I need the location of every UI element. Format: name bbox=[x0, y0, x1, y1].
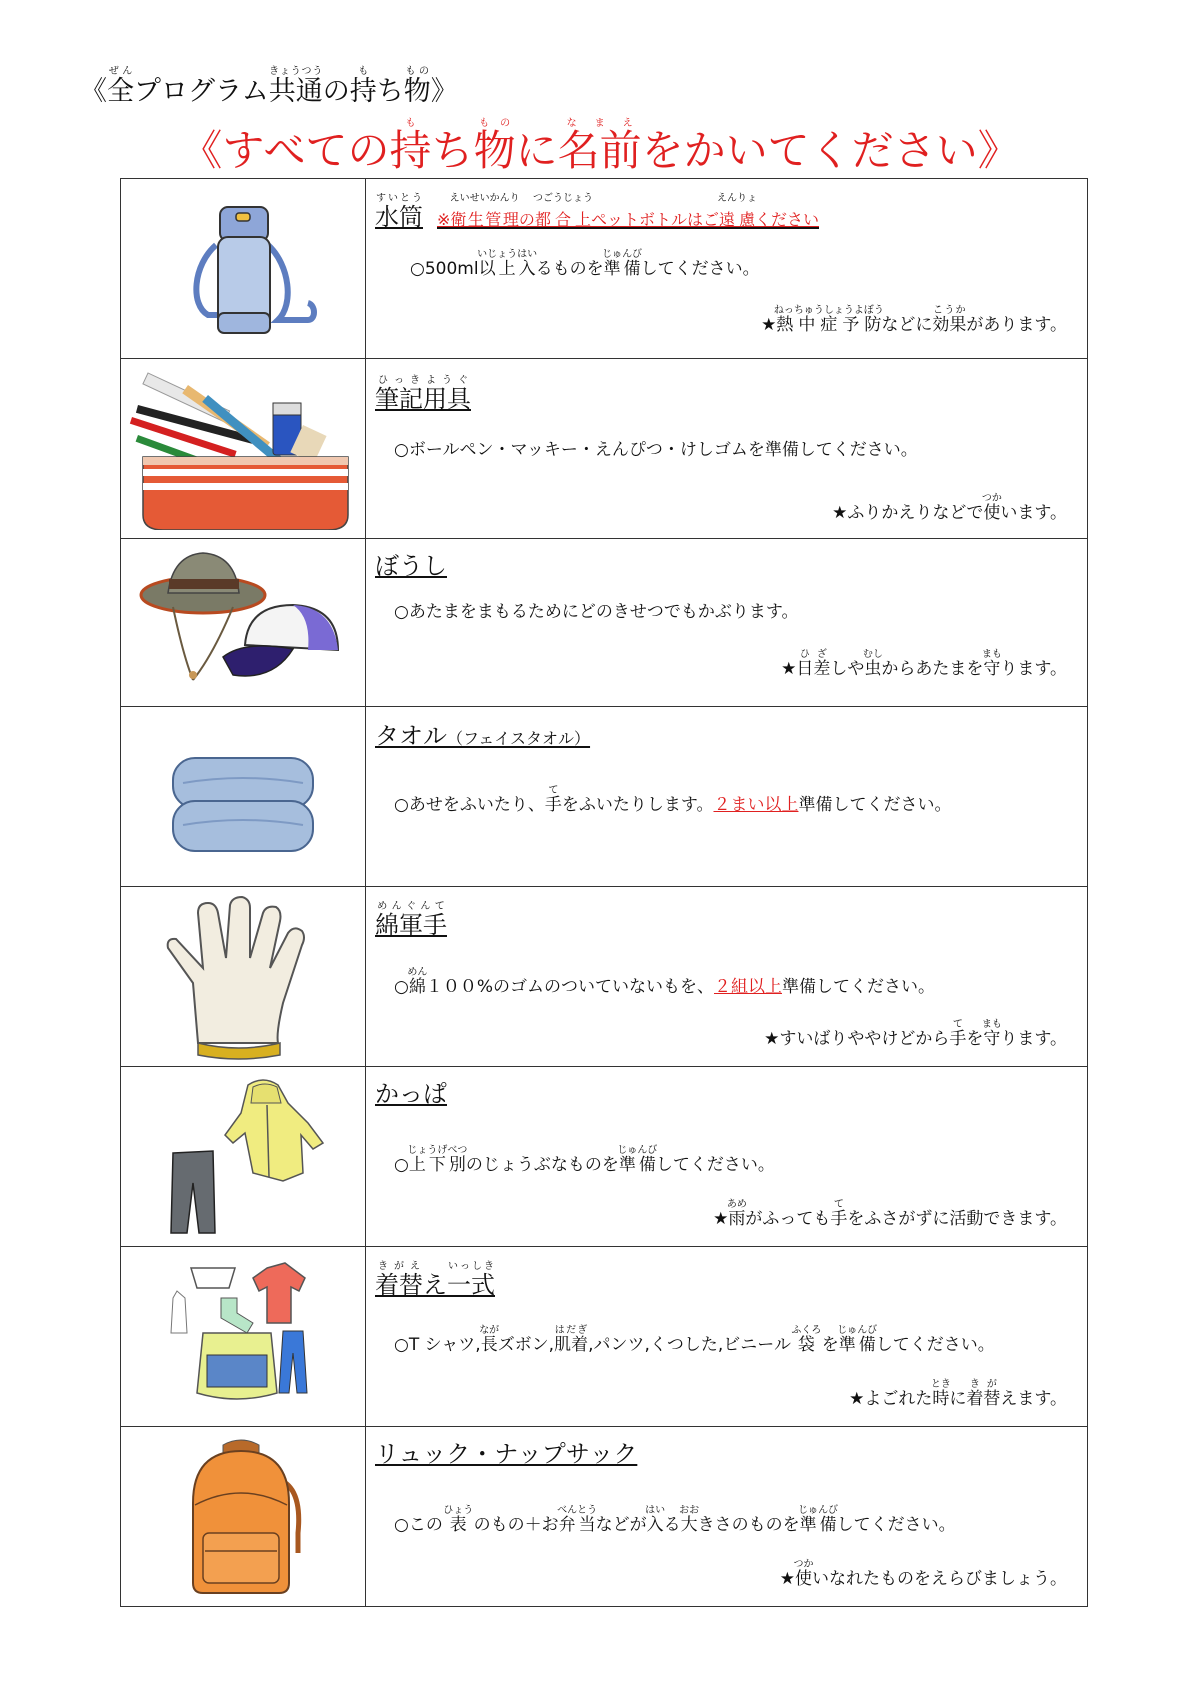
item-title: 筆記用具ひっきようぐ bbox=[375, 375, 471, 413]
item-description: ○ボールペン・マッキー・えんぴつ・けしゴムを準備してください。 bbox=[394, 440, 918, 460]
item-image-cell bbox=[121, 887, 366, 1067]
item-image-cell bbox=[121, 359, 366, 539]
item-title: ぼうし bbox=[375, 552, 447, 580]
water-bottle-icon bbox=[168, 185, 318, 350]
pencil-case-icon bbox=[128, 365, 358, 530]
item-text-cell bbox=[366, 1067, 1088, 1247]
item-image-cell bbox=[121, 1067, 366, 1247]
item-image-cell bbox=[121, 1427, 366, 1607]
item-text-cell bbox=[366, 539, 1088, 707]
glove-icon bbox=[158, 893, 328, 1061]
item-row-hat bbox=[121, 539, 1088, 707]
item-image-cell bbox=[121, 1247, 366, 1427]
item-row-stationery bbox=[121, 359, 1088, 539]
item-title: 水筒すいとう※衛生管理えいせいかんりの都合上つごうじょうペットボトルはご遠慮えんりょください bbox=[375, 193, 819, 231]
name-notice: 《すべての持もち物ものに名前なまえをかいてください》 bbox=[180, 118, 1020, 175]
hat-icon bbox=[133, 545, 353, 695]
backpack-icon bbox=[173, 1433, 313, 1601]
item-tip: ★雨あめがふっても手てをふさがずに活動できます。 bbox=[713, 1199, 1067, 1229]
item-row-raincoat bbox=[121, 1067, 1088, 1247]
item-description: ○あたまをまもるためにどのきせつでもかぶります。 bbox=[394, 602, 799, 622]
item-text-cell bbox=[366, 887, 1088, 1067]
items-table bbox=[120, 178, 1088, 1607]
item-description: ○綿めん１００%のゴムのついていないもを、２組以上準備してください。 bbox=[394, 967, 935, 997]
item-image-cell bbox=[121, 179, 366, 359]
item-description: ○上下別じょうげべつのじょうぶなものを準備じゅんびしてください。 bbox=[394, 1145, 775, 1175]
clothes-icon bbox=[163, 1253, 323, 1418]
item-text-cell bbox=[366, 1247, 1088, 1427]
item-row-change-of-clothes bbox=[121, 1247, 1088, 1427]
item-image-cell bbox=[121, 707, 366, 887]
item-row-towel bbox=[121, 707, 1088, 887]
item-title: リュック・ナップサック bbox=[375, 1440, 638, 1468]
item-tip: ★熱中症予防ねっちゅうしょうよぼうなどに効果こうかがあります。 bbox=[761, 305, 1067, 335]
item-title: 綿軍手めんぐんて bbox=[375, 901, 447, 939]
item-tip: ★使つかいなれたものをえらびましょう。 bbox=[779, 1559, 1067, 1589]
quantity-emphasis: ２組以上 bbox=[714, 977, 782, 997]
item-text-cell bbox=[366, 707, 1088, 887]
item-row-gloves bbox=[121, 887, 1088, 1067]
item-tip: ★日ひ差ざしや虫むしからあたまを守まもります。 bbox=[781, 649, 1067, 679]
item-image-cell bbox=[121, 539, 366, 707]
item-description: ○あせをふいたり、手てをふいたりします。２まい以上準備してください。 bbox=[394, 785, 952, 815]
raincoat-icon bbox=[153, 1073, 333, 1238]
item-tip: ★ふりかえりなどで使つかいます。 bbox=[832, 493, 1067, 523]
item-title: 着替きがええ一式いっしき bbox=[375, 1261, 495, 1299]
item-title: かっぱ bbox=[375, 1080, 447, 1108]
item-text-cell bbox=[366, 359, 1088, 539]
item-row-water-bottle bbox=[121, 179, 1088, 359]
item-tip: ★よごれた時ときに着き替がえます。 bbox=[849, 1379, 1067, 1409]
towel-icon bbox=[163, 713, 323, 873]
quantity-emphasis: ２まい以上 bbox=[713, 795, 799, 815]
item-description: ○500ml以上入いじょうはいるものを準備じゅんびしてください。 bbox=[410, 249, 760, 279]
item-description: ○T シャツ,長ながズボン,肌着はだぎ,パンツ,くつした,ビニール 袋ふくろ を準備じゅんびしてください。 bbox=[394, 1325, 995, 1355]
item-row-backpack bbox=[121, 1427, 1088, 1607]
item-tip: ★すいばりややけどから手てを守まもります。 bbox=[764, 1019, 1067, 1049]
item-description: ○この 表ひょう のもの＋お弁当べんとうなどが入はいる大おおきさのものを準備じゅんびしてください。 bbox=[394, 1505, 956, 1535]
item-text-cell bbox=[366, 1427, 1088, 1607]
item-title: タオル（フェイスタオル） bbox=[375, 722, 591, 750]
item-warning-note: ※衛生管理えいせいかんりの都合上つごうじょうペットボトルはご遠慮えんりょください bbox=[437, 193, 819, 229]
item-text-cell bbox=[366, 179, 1088, 359]
common-items-heading: 《全ぜんプログラム共通きょうつうの持もち物もの》 bbox=[80, 66, 458, 107]
